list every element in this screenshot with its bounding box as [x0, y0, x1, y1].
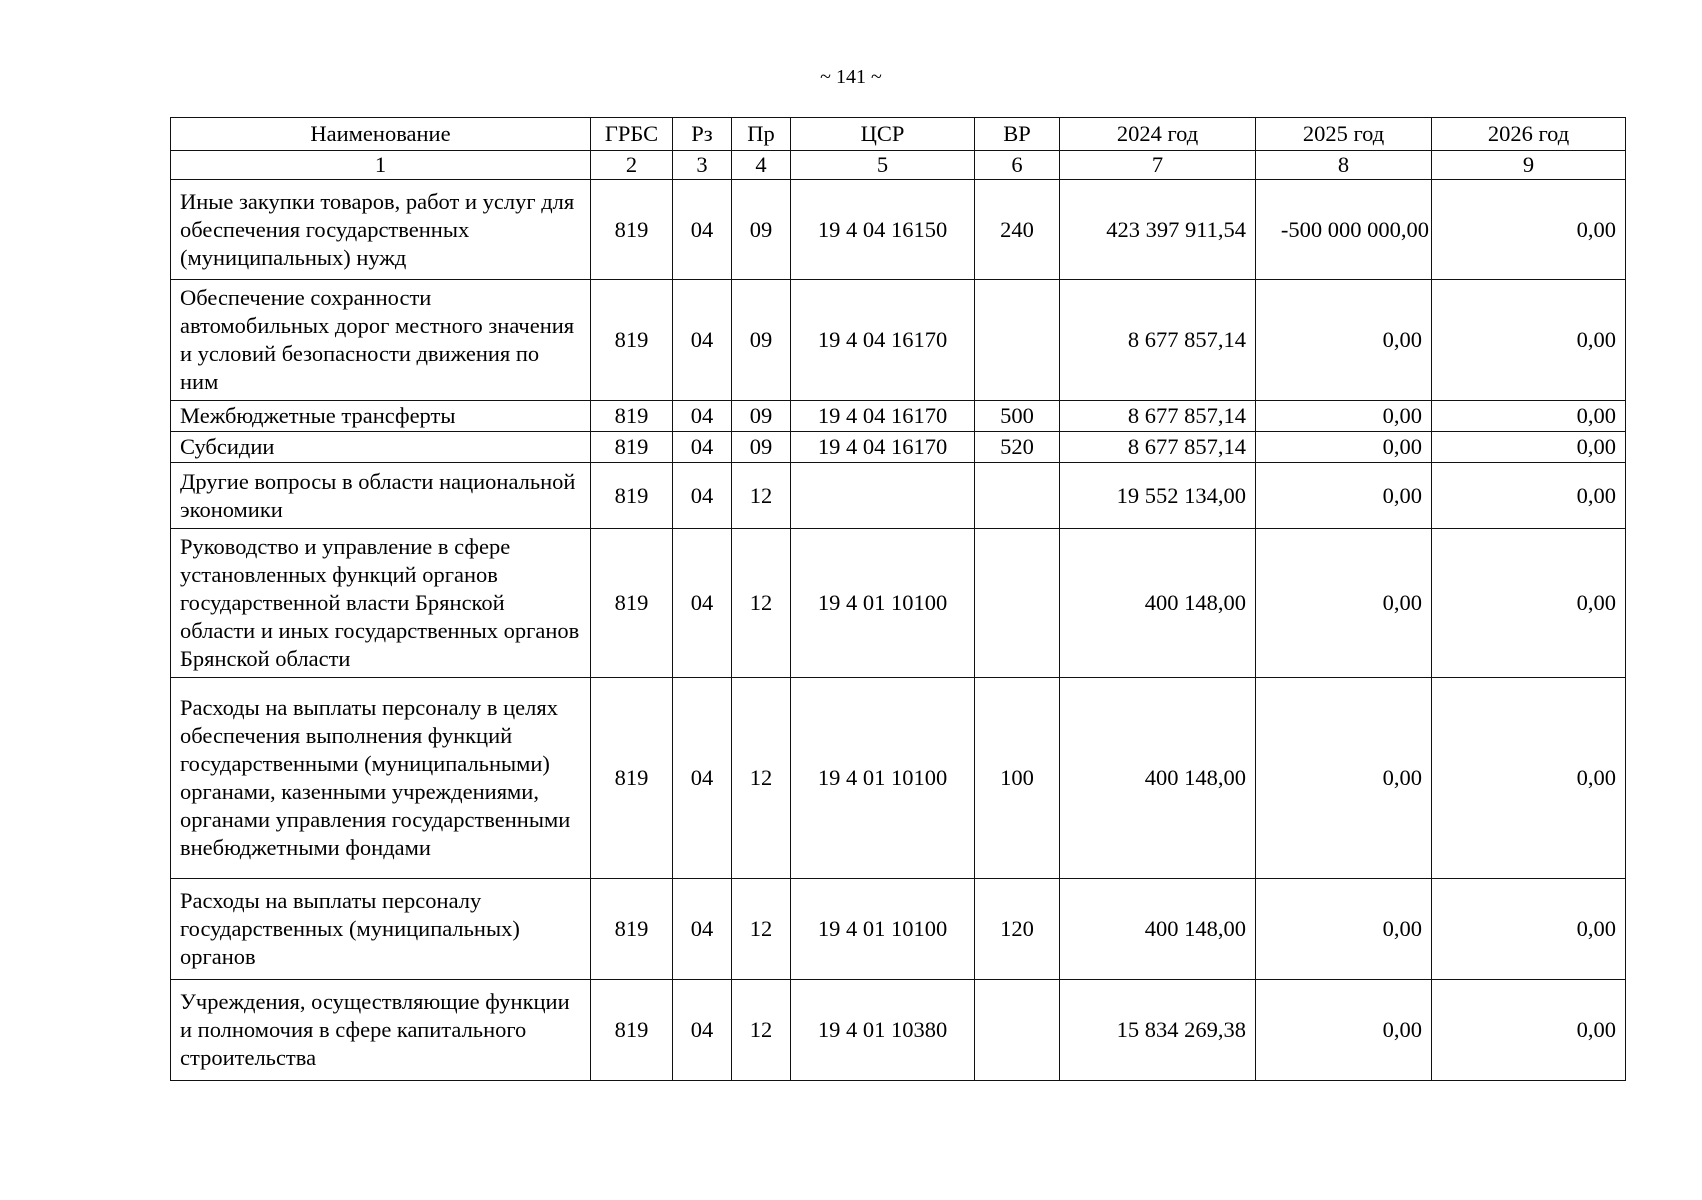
header-row: [171, 118, 1626, 151]
header-csr: ЦСР: [791, 118, 975, 151]
row-vr: [975, 529, 1060, 678]
header-rz: Рз: [673, 118, 732, 151]
row-name: Обеспечение сохранности автомобильных дорог местного значения и условий безопасности движения по ним: [171, 280, 591, 401]
page-number: ~ 141 ~: [820, 66, 882, 88]
row-rz: 04: [673, 879, 732, 980]
row-grbs: 819: [591, 432, 673, 463]
table-row: [171, 678, 1626, 879]
row-2025: 0,00: [1256, 529, 1432, 678]
row-csr: 19 4 04 16150: [791, 180, 975, 280]
row-2026: 0,00: [1432, 879, 1626, 980]
row-rz: 04: [673, 463, 732, 529]
row-rz: 04: [673, 401, 732, 432]
row-pr: 12: [732, 529, 791, 678]
row-rz: 04: [673, 280, 732, 401]
row-2024: 8 677 857,14: [1060, 401, 1256, 432]
table-row: [171, 529, 1626, 678]
row-vr: [975, 280, 1060, 401]
row-2026: 0,00: [1432, 401, 1626, 432]
row-rz: 04: [673, 180, 732, 280]
row-2025: 0,00: [1256, 401, 1432, 432]
row-csr: 19 4 04 16170: [791, 432, 975, 463]
row-csr: 19 4 04 16170: [791, 401, 975, 432]
header-pr: Пр: [732, 118, 791, 151]
row-name: Иные закупки товаров, работ и услуг для обеспечения государственных (муниципальных) нужд: [171, 180, 591, 280]
row-vr: 500: [975, 401, 1060, 432]
column-number: 1: [171, 151, 591, 180]
row-pr: 09: [732, 280, 791, 401]
row-2026: 0,00: [1432, 678, 1626, 879]
row-csr: 19 4 04 16170: [791, 280, 975, 401]
row-name: Субсидии: [171, 432, 591, 463]
column-number: 2: [591, 151, 673, 180]
header-2026: 2026 год: [1432, 118, 1626, 151]
header-vr: ВР: [975, 118, 1060, 151]
table-row: [171, 879, 1626, 980]
row-2024: 19 552 134,00: [1060, 463, 1256, 529]
row-2024: 400 148,00: [1060, 879, 1256, 980]
row-csr: 19 4 01 10100: [791, 678, 975, 879]
row-rz: 04: [673, 432, 732, 463]
table-row: [171, 432, 1626, 463]
row-name: Другие вопросы в области национальной экономики: [171, 463, 591, 529]
row-csr: [791, 463, 975, 529]
row-vr: [975, 463, 1060, 529]
row-2026: 0,00: [1432, 463, 1626, 529]
row-csr: 19 4 01 10380: [791, 980, 975, 1081]
row-2025: 0,00: [1256, 280, 1432, 401]
row-grbs: 819: [591, 401, 673, 432]
row-2026: 0,00: [1432, 180, 1626, 280]
row-name: Расходы на выплаты персоналу в целях обеспечения выполнения функций государственными (муниципальными) органами, казенными учреждениями, органами управления государственными внебюджетными фондами: [171, 678, 591, 879]
column-number: 5: [791, 151, 975, 180]
row-rz: 04: [673, 980, 732, 1081]
header-2024: 2024 год: [1060, 118, 1256, 151]
row-grbs: 819: [591, 280, 673, 401]
row-vr: 240: [975, 180, 1060, 280]
row-2025: 0,00: [1256, 432, 1432, 463]
row-2026: 0,00: [1432, 280, 1626, 401]
row-2024: 400 148,00: [1060, 529, 1256, 678]
column-number: 3: [673, 151, 732, 180]
row-2025: 0,00: [1256, 463, 1432, 529]
row-2025: -500 000 000,00: [1256, 180, 1432, 280]
row-name: Межбюджетные трансферты: [171, 401, 591, 432]
row-csr: 19 4 01 10100: [791, 879, 975, 980]
row-grbs: 819: [591, 180, 673, 280]
row-pr: 12: [732, 463, 791, 529]
row-2024: 423 397 911,54: [1060, 180, 1256, 280]
row-2024: 8 677 857,14: [1060, 280, 1256, 401]
row-name: Руководство и управление в сфере установленных функций органов государственной власти Брянской области и иных государственных органов Брянской области: [171, 529, 591, 678]
row-rz: 04: [673, 678, 732, 879]
column-number: 7: [1060, 151, 1256, 180]
row-grbs: 819: [591, 678, 673, 879]
row-2025: 0,00: [1256, 678, 1432, 879]
table-row: [171, 980, 1626, 1081]
row-grbs: 819: [591, 980, 673, 1081]
row-2025: 0,00: [1256, 879, 1432, 980]
row-2024: 15 834 269,38: [1060, 980, 1256, 1081]
row-name: Учреждения, осуществляющие функции и полномочия в сфере капитального строительства: [171, 980, 591, 1081]
row-grbs: 819: [591, 463, 673, 529]
row-pr: 09: [732, 401, 791, 432]
row-2024: 8 677 857,14: [1060, 432, 1256, 463]
row-pr: 09: [732, 180, 791, 280]
row-pr: 09: [732, 432, 791, 463]
row-pr: 12: [732, 678, 791, 879]
table-row: [171, 180, 1626, 280]
row-pr: 12: [732, 879, 791, 980]
row-vr: 520: [975, 432, 1060, 463]
header-name: Наименование: [171, 118, 591, 151]
table-row: [171, 463, 1626, 529]
row-name: Расходы на выплаты персоналу государственных (муниципальных) органов: [171, 879, 591, 980]
row-rz: 04: [673, 529, 732, 678]
table-row: [171, 280, 1626, 401]
column-number-row: [171, 151, 1626, 180]
row-csr: 19 4 01 10100: [791, 529, 975, 678]
column-number: 4: [732, 151, 791, 180]
header-grbs: ГРБС: [591, 118, 673, 151]
row-pr: 12: [732, 980, 791, 1081]
row-grbs: 819: [591, 879, 673, 980]
column-number: 6: [975, 151, 1060, 180]
row-vr: [975, 980, 1060, 1081]
row-2025: 0,00: [1256, 980, 1432, 1081]
row-2026: 0,00: [1432, 980, 1626, 1081]
row-grbs: 819: [591, 529, 673, 678]
header-2025: 2025 год: [1256, 118, 1432, 151]
row-vr: 120: [975, 879, 1060, 980]
row-2024: 400 148,00: [1060, 678, 1256, 879]
budget-table: [170, 117, 1626, 1081]
table-row: [171, 401, 1626, 432]
row-2026: 0,00: [1432, 432, 1626, 463]
column-number: 9: [1432, 151, 1626, 180]
row-2026: 0,00: [1432, 529, 1626, 678]
column-number: 8: [1256, 151, 1432, 180]
row-vr: 100: [975, 678, 1060, 879]
